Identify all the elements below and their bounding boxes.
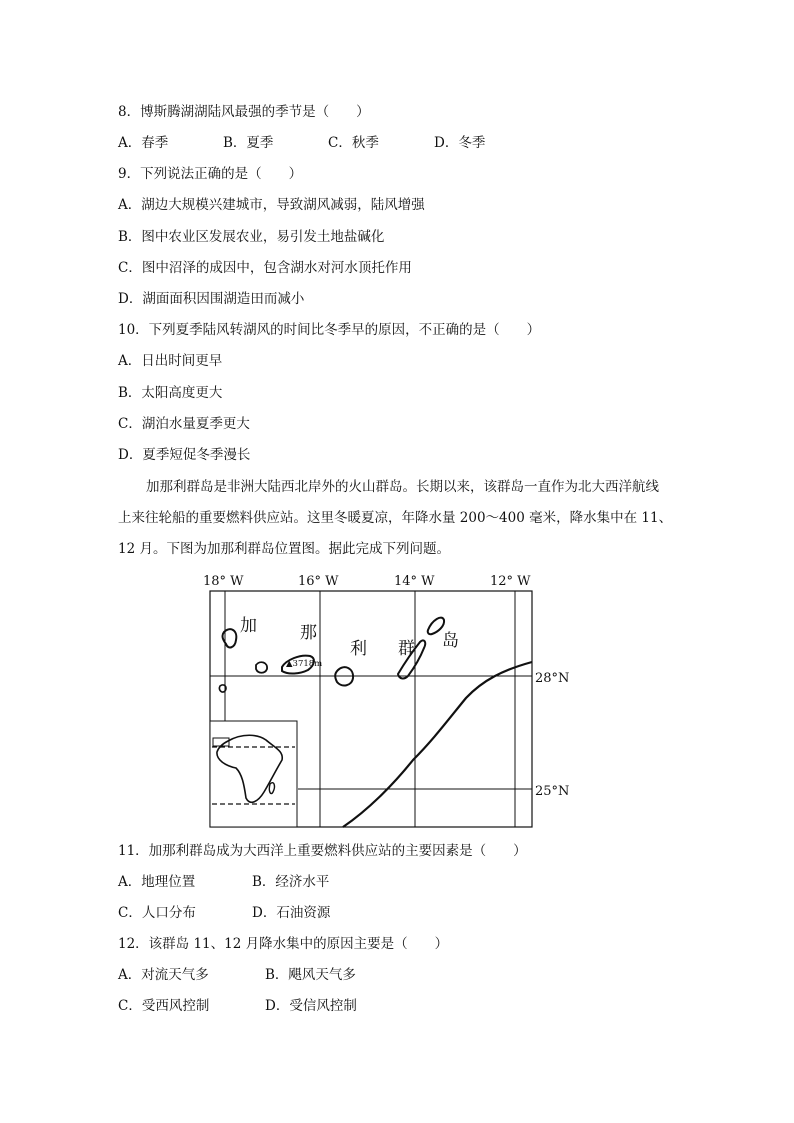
option-a: A．地理位置 <box>118 874 196 890</box>
option-c: C．秋季 <box>328 135 379 151</box>
question-9-option-b: B．图中农业区发展农业，易引发土地盐碱化 <box>118 229 385 245</box>
lat-label-25n: 25°N <box>535 784 570 799</box>
option-d: D．冬季 <box>434 135 486 151</box>
question-12-stem: 12．该群岛 11、12 月降水集中的原因主要是（ ） <box>118 936 449 952</box>
place-char-dao: 岛 <box>442 631 459 651</box>
passage-line-3: 12 月。下图为加那利群岛位置图。据此完成下列问题。 <box>118 541 450 557</box>
inset-map-frame <box>210 721 297 827</box>
option-d: D．受信风控制 <box>265 998 357 1014</box>
option-c: C．人口分布 <box>118 905 196 921</box>
option-d: D．石油资源 <box>252 905 331 921</box>
question-10-option-a: A．日出时间更早 <box>118 353 223 369</box>
question-10-option-b: B．太阳高度更大 <box>118 385 223 401</box>
option-b: B．经济水平 <box>252 874 330 890</box>
question-11-stem: 11．加那利群岛成为大西洋上重要燃料供应站的主要因素是（ ） <box>118 843 527 859</box>
passage-line-1: 加那利群岛是非洲大陆西北岸外的火山群岛。长期以来，该群岛一直作为北大西洋航线 <box>146 479 659 495</box>
option-c: C．受西风控制 <box>118 998 210 1014</box>
question-9-stem: 9．下列说法正确的是（ ） <box>118 166 303 182</box>
lon-label-12w: 12° W <box>490 574 531 589</box>
place-char-qun: 群 <box>398 639 415 659</box>
question-10-option-d: D．夏季短促冬季漫长 <box>118 447 251 463</box>
passage-line-2: 上来往轮船的重要燃料供应站。这里冬暖夏凉，年降水量 200～400 毫米，降水集中在 11、 <box>118 510 673 526</box>
question-10-option-c: C．湖泊水量夏季更大 <box>118 416 250 432</box>
peak-elevation-label: ▲3718m <box>286 659 323 669</box>
question-9-option-c: C．图中沼泽的成因中，包含湖水对河水顶托作用 <box>118 260 412 276</box>
question-9-option-a: A．湖边大规模兴建城市，导致湖风减弱，陆风增强 <box>118 197 425 213</box>
lon-label-18w: 18° W <box>203 574 244 589</box>
option-a: A．春季 <box>118 135 169 151</box>
lat-label-28n: 28°N <box>535 671 570 686</box>
question-10-stem: 10．下列夏季陆风转湖风的时间比冬季早的原因，不正确的是（ ） <box>118 322 541 338</box>
canary-islands-location-map <box>198 570 584 832</box>
question-8-stem: 8．博斯腾湖湖陆风最强的季节是（ ） <box>118 104 370 120</box>
option-a: A．对流天气多 <box>118 967 209 983</box>
option-b: B．飓风天气多 <box>265 967 356 983</box>
african-coastline <box>343 662 532 827</box>
option-b: B．夏季 <box>223 135 274 151</box>
place-char-li: 利 <box>350 639 367 659</box>
lon-label-14w: 14° W <box>394 574 435 589</box>
lon-label-16w: 16° W <box>298 574 339 589</box>
place-char-na: 那 <box>300 623 317 643</box>
question-9-option-d: D．湖面面积因围湖造田而减小 <box>118 291 305 307</box>
island-la-gomera <box>256 662 267 673</box>
place-char-jia: 加 <box>240 616 257 636</box>
